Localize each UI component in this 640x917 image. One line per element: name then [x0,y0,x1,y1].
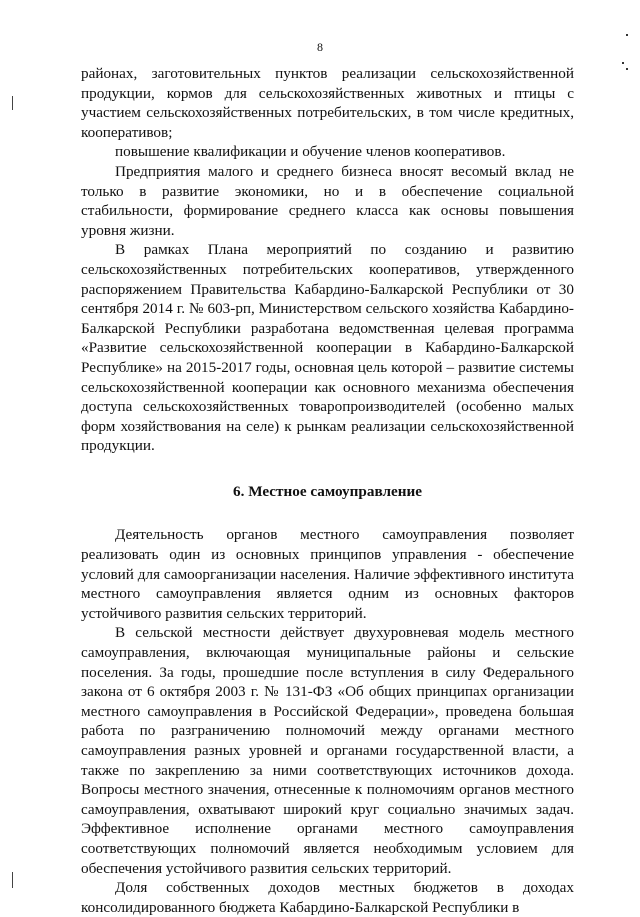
page-number: 8 [317,40,323,54]
scan-margin-mark [12,96,13,110]
paragraph: районах, заготовительных пунктов реализации сельскохозяйственной продукции, кормов для сельскохозяйственных животных и птицы с участием сельскохозяйственных потребительских, в том числе кредитных, кооперативов; [81,65,574,141]
scan-dot-mark [626,68,628,70]
document-body [81,64,574,917]
paragraph: Деятельность органов местного самоуправления позволяет реализовать один из основных принципов управления - обеспечение условий для самоорганизации населения. Наличие эффективного института местного самоуправления является одним из основных факторов устойчивого развития сельских территорий. [81,526,574,622]
paragraph: В сельской местности действует двухуровневая модель местного самоуправления, включающая муниципальные районы и сельские поселения. За годы, прошедшие после вступления в силу Федерального закона от 6 октября 2003 г. № 131-ФЗ «Об общих принципах организации местного самоуправления в Российской Федерации», проведена большая работа по разграничению полномочий между органами местного самоуправления разных уровней и органами государственной власти, а также по закреплению за ними соответствующих источников дохода. Вопросы местного значения, отнесенные к полномочиям органов местного самоуправления, охватывают широкий круг социально значимых задач. Эффективное исполнение органами местного самоуправления соответствующих полномочий является необходимым условием для обеспечения устойчивого развития сельских территорий. [81,624,574,877]
section-heading: 6. Местное самоуправление [233,482,422,500]
paragraph: Предприятия малого и среднего бизнеса вносят весомый вклад не только в развитие экономики, но и в обеспечение социальной стабильности, формирование среднего класса как основы повышения уровня жизни. [81,162,574,239]
paragraph: В рамках Плана мероприятий по созданию и развитию сельскохозяйственных потребительских кооперативов, утвержденного распоряжением Правительства Кабардино-Балкарской Республики от 30 сентября 2014 г. № 603-рп, Министерством сельского хозяйства Кабардино-Балкарской Республики разработана ведомственная целевая программа «Развитие сельскохозяйственной кооперации в Кабардино-Балкарской Республике» на 2015-2017 годы, основная цель которой – развитие системы сельскохозяйственной кооперации как основного механизма обеспечения доступа сельскохозяйственных товаропроизводителей (особенно малых форм хозяйствования на селе) к рынкам реализации сельскохозяйственной продукции. [81,241,574,455]
paragraph: повышение квалификации и обучение членов кооперативов. [115,143,506,161]
scan-margin-mark [12,872,13,888]
scan-dot-mark [626,34,628,36]
paragraph: Доля собственных доходов местных бюджетов в доходах консолидированного бюджета Кабардино-Балкарской Республики в [81,879,574,916]
scan-dot-mark [622,62,624,64]
